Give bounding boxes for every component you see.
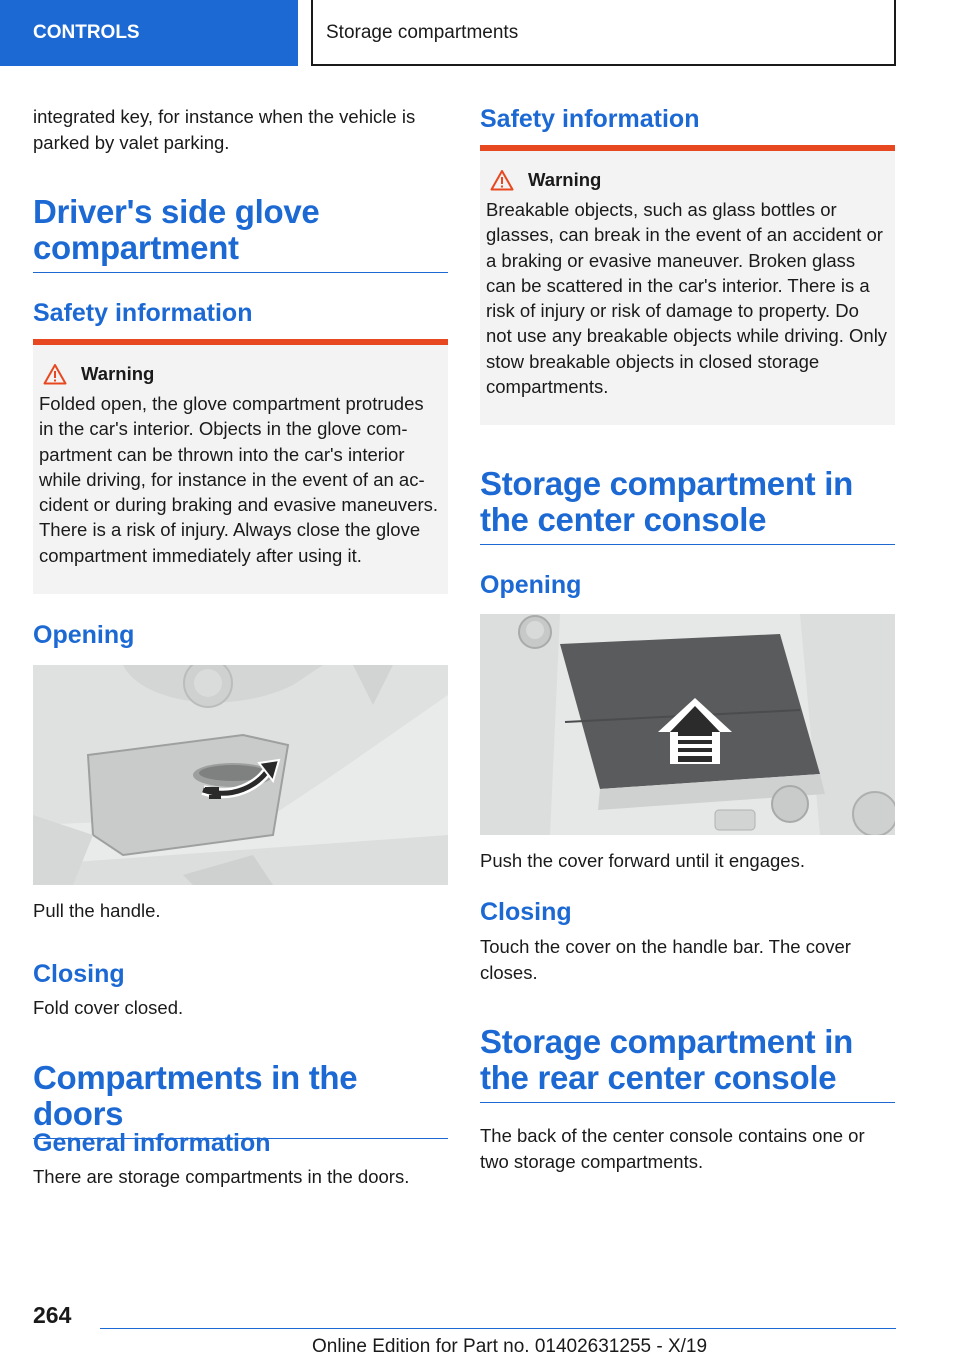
warning-text-right: Breakable objects, such as glass bottles or glasses, can break in the event of an accident or a braking or evasive maneuver. Broken glass can be scattered in the car's interior. There is a risk of injury or risk of damage to property. Do not use any breakable objects while driving. Only stow breakable objects in closed storage compartments. [486, 199, 888, 398]
closing-heading-right: Closing [480, 898, 572, 926]
warning-triangle-icon [43, 363, 67, 385]
closing-heading-left: Closing [33, 960, 125, 988]
page-number: 264 [33, 1302, 72, 1328]
general-info-heading: General information [33, 1129, 271, 1157]
warning-text-left: Folded open, the glove compartment protrudes in the car's interior. Objects in the glove compartment can be thrown into the car's interior while driving, for instance in the event of an accident or during braking and evasive maneuvers. There is a risk of injury. Always close the glove compartment immediately after using it. [39, 393, 439, 566]
intro-paragraph: integrated key, for instance when the vehicle is parked by valet parking. [33, 106, 416, 153]
glove-compartment-heading: Driver's side glove compartment [33, 194, 448, 273]
doors-heading: Compartments in the doors [33, 1060, 448, 1139]
glove-compartment-illustration [33, 665, 448, 885]
center-console-heading: Storage compartment in the center console [480, 466, 895, 545]
opening-heading-right: Opening [480, 571, 582, 599]
general-info-text: There are storage compartments in the doors. [33, 1166, 410, 1187]
center-console-illustration [480, 614, 895, 835]
warning-triangle-icon [490, 169, 514, 191]
warning-label-right: Warning [528, 169, 602, 190]
rear-console-heading: Storage compartment in the rear center console [480, 1024, 895, 1103]
opening-heading-left: Opening [33, 621, 135, 649]
section-tab[interactable]: CONTROLS [0, 0, 298, 66]
page-header-title: Storage compartments [311, 0, 896, 66]
warning-box-right [480, 145, 895, 425]
edition-footer: Online Edition for Part no. 01402631255 - X/19 [312, 1336, 708, 1357]
warning-label-left: Warning [81, 363, 155, 384]
footer-divider [100, 1328, 896, 1329]
warning-box-left [33, 339, 448, 594]
opening-caption-left: Pull the handle. [33, 900, 161, 921]
closing-text-right: Touch the cover on the handle bar. The cover closes. [480, 936, 851, 983]
safety-heading-left: Safety information [33, 299, 253, 327]
safety-heading-right: Safety information [480, 105, 700, 133]
opening-caption-right: Push the cover forward until it engages. [480, 850, 805, 871]
rear-console-text: The back of the center console contains one or two storage compartments. [480, 1125, 865, 1172]
closing-text-left: Fold cover closed. [33, 997, 184, 1018]
